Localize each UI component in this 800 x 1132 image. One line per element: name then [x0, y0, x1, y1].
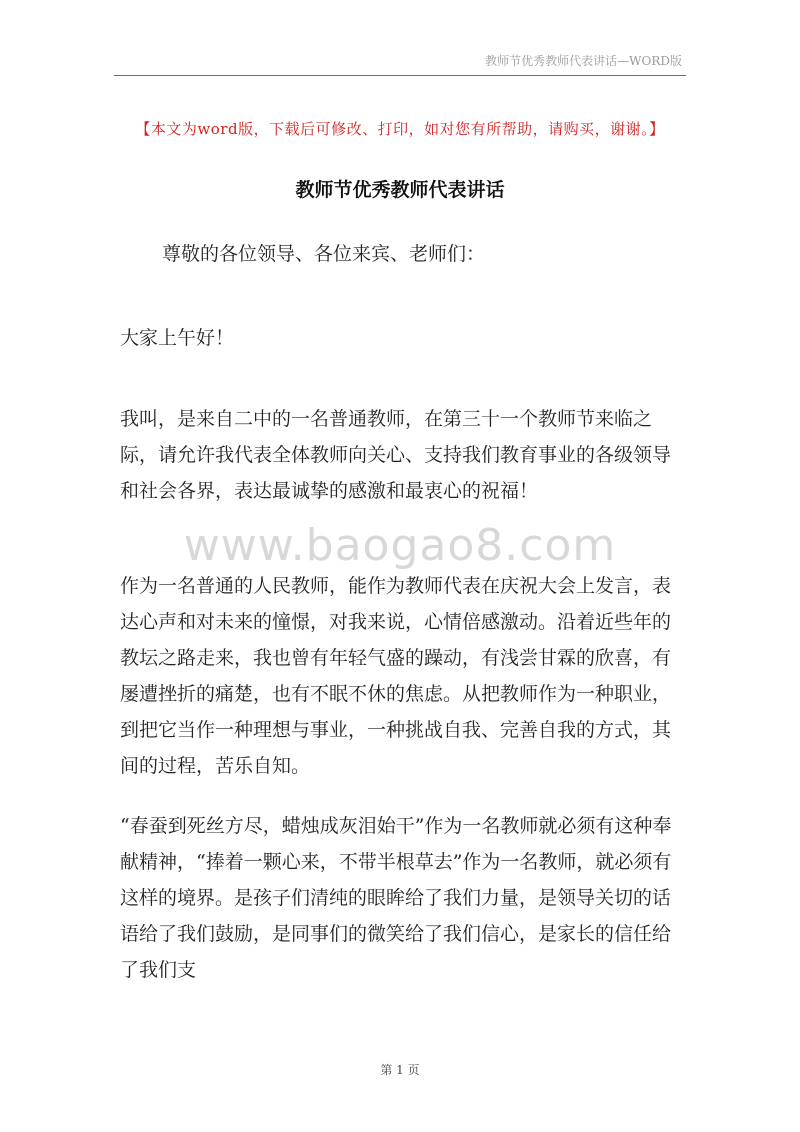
document-title: 教师节优秀教师代表讲话 [295, 179, 505, 201]
running-header: 教师节优秀教师代表讲话—WORD版 [485, 54, 682, 68]
salutation: 尊敬的各位领导、各位来宾、老师们： [162, 243, 486, 265]
paragraph-3: 作为一名普通的人民教师，能作为教师代表在庆祝大会上发言，表达心声和对未来的憧憬，对我来说，心情倍感激动。沿着近些年的教坛之路走来，我也曾有年轻气盛的躁动，有浅尝甘霖的欣喜，有屡遭挫折的痛楚，也有不眠不休的焦虑。从把教师作为一种职业，到把它当作一种理想与事业，一种挑战自我、完善自我的方式，其间的过程，苦乐自知。 [120, 575, 672, 777]
page-number: 第 1 页 [380, 1063, 420, 1077]
header-divider [114, 75, 686, 76]
watermark: www.baogao8.com [183, 520, 617, 571]
paragraph-1: 大家上午好！ [120, 327, 235, 349]
paragraph-2: 我叫，是来自二中的一名普通教师，在第三十一个教师节来临之际，请允许我代表全体教师向关心、支持我们教育事业的各级领导和社会各界，表达最诚挚的感激和最衷心的祝福！ [120, 408, 672, 502]
paragraph-4: “春蚕到死丝方尽，蜡烛成灰泪始干”作为一名教师就必须有这种奉献精神，“捧着一颗心来，不带半根草去”作为一名教师，就必须有这样的境界。是孩子们清纯的眼眸给了我们力量，是领导关切的话语给了我们鼓励，是同事们的微笑给了我们信心，是家长的信任给了我们支 [120, 815, 672, 981]
download-notice: 【本文为word版，下载后可修改、打印，如对您有所帮助，请购买，谢谢。】 [135, 120, 665, 138]
